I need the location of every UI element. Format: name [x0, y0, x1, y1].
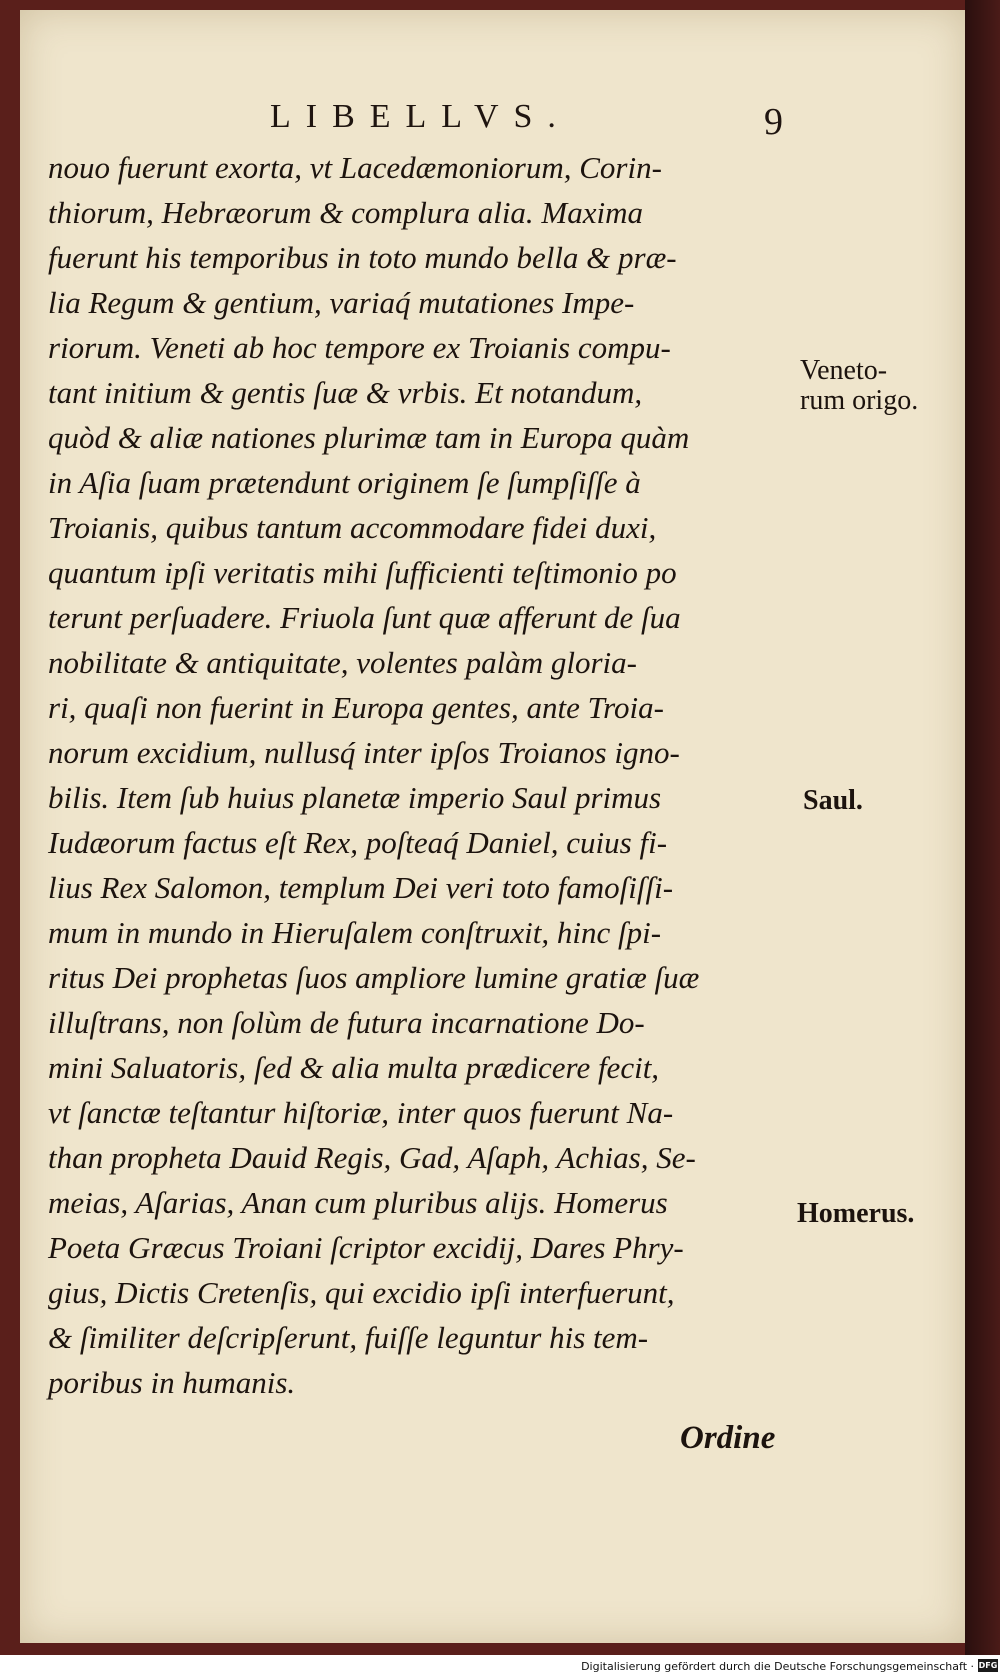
text-line: quantum ipſi veritatis mihi ſufficienti teſtimonio po [48, 555, 677, 590]
margin-note-venetorum-2: rum origo. [800, 385, 919, 416]
text-line: tant initium & gentis ſuæ & vrbis. Et notandum, [48, 375, 643, 410]
margin-note-venetorum-1: Veneto- [800, 355, 888, 386]
text-line: vt ſanctæ teſtantur hiſtoriæ, inter quos fuerunt Na- [48, 1095, 674, 1130]
catchword: Ordine [680, 1420, 776, 1456]
text-line: quòd & aliæ nationes plurimæ tam in Europa quàm [48, 420, 690, 455]
text-line: lius Rex Salomon, templum Dei veri toto famoſiſſi- [48, 870, 674, 905]
funding-credit: Digitalisierung gefördert durch die Deutsche Forschungsgemeinschaft · [581, 1660, 974, 1673]
text-line: riorum. Veneti ab hoc tempore ex Troianis compu- [48, 330, 671, 365]
running-head: LIBELLVS. [270, 98, 571, 135]
text-line: nobilitate & antiquitate, volentes palàm gloria- [48, 645, 637, 680]
text-line: thiorum, Hebræorum & complura alia. Maxima [48, 195, 644, 230]
text-line: mum in mundo in Hieruſalem conſtruxit, hinc ſpi- [48, 915, 662, 950]
text-line: meias, Aſarias, Anan cum pluribus alijs. Homerus [48, 1185, 668, 1220]
text-line: Poeta Græcus Troiani ſcriptor excidij, Dares Phry- [48, 1230, 684, 1265]
margin-note-saul: Saul. [803, 785, 863, 816]
dfg-logo: DFG [978, 1661, 998, 1670]
text-line: poribus in humanis. [48, 1365, 296, 1400]
text-line: fuerunt his temporibus in toto mundo bella & præ- [48, 240, 677, 275]
text-line: nouo fuerunt exorta, vt Lacedæmoniorum, Corin- [48, 150, 662, 185]
text-line: Troianis, quibus tantum accommodare fidei duxi, [48, 510, 657, 545]
margin-note-homerus: Homerus. [797, 1198, 915, 1229]
text-line: illuſtrans, non ſolùm de futura incarnatione Do- [48, 1005, 645, 1040]
text-line: lia Regum & gentium, variaq́ mutationes Impe- [48, 285, 635, 320]
text-line: Iudæorum factus eſt Rex, poſteaq́ Daniel, cuius fi- [48, 825, 668, 860]
text-line: norum excidium, nullusq́ inter ipſos Troianos igno- [48, 735, 680, 770]
text-line: than propheta Dauid Regis, Gad, Aſaph, Achias, Se- [48, 1140, 696, 1175]
page-number: 9 [764, 101, 783, 143]
text-line: bilis. Item ſub huius planetæ imperio Saul primus [48, 780, 662, 815]
text-line: in Aſia ſuam prætendunt originem ſe ſumpſiſſe à [48, 465, 641, 500]
text-line: terunt perſuadere. Friuola ſunt quæ afferunt de ſua [48, 600, 681, 635]
text-line: ritus Dei prophetas ſuos ampliore lumine gratiæ ſuæ [48, 960, 700, 995]
text-line: mini Saluatoris, ſed & alia multa prædicere fecit, [48, 1050, 660, 1085]
text-line: & ſimiliter deſcripſerunt, fuiſſe leguntur his tem- [48, 1320, 649, 1355]
text-line: ri, quaſi non fuerint in Europa gentes, ante Troia- [48, 690, 664, 725]
page-edge-shadow [965, 0, 1000, 1655]
footer-bar [0, 1655, 1000, 1677]
text-line: gius, Dictis Cretenſis, qui excidio ipſi interfuerunt, [48, 1275, 675, 1310]
